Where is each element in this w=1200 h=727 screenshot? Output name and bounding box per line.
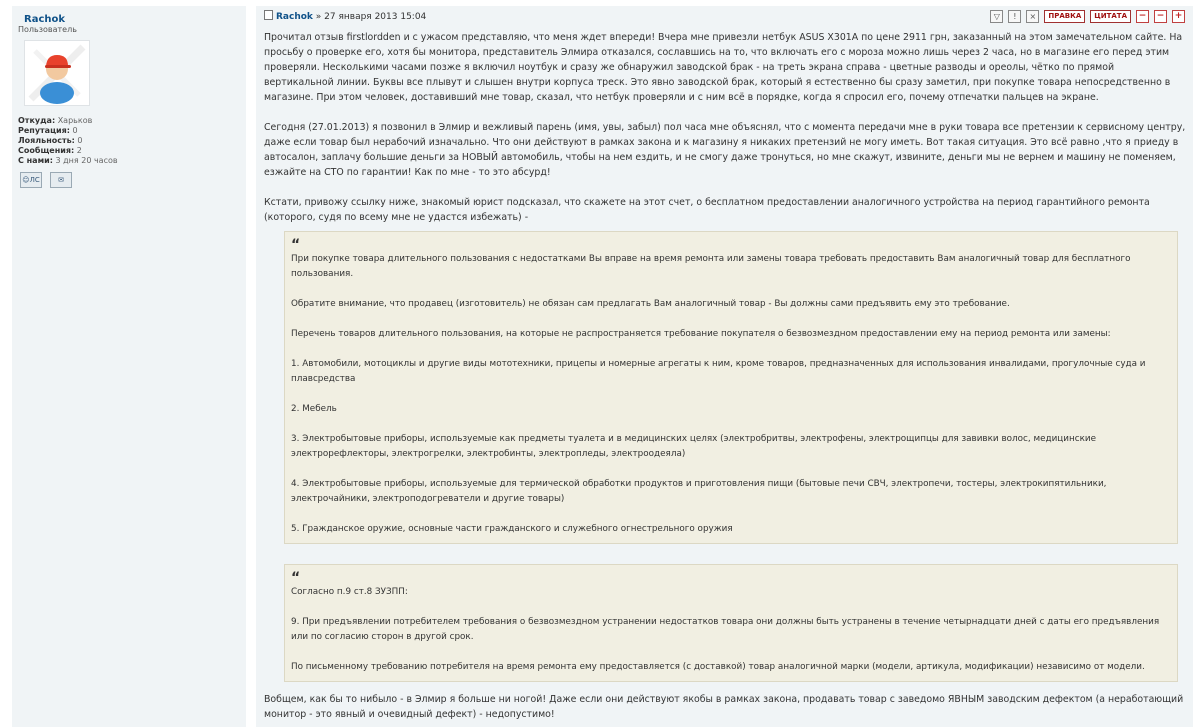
contact-icons	[20, 172, 72, 188]
post-paragraph: Кстати, привожу ссылку ниже, знакомый юрист подсказал, что скажете на этот счет, о бесплатном предоставлении аналогичного устройства на период гарантийного ремонта (которого, судя по всему мне не удастся избежать) -	[264, 197, 1150, 223]
post-toolbar	[990, 10, 1185, 23]
warning-icon: !	[1013, 12, 1017, 21]
close-icon: ×	[1029, 12, 1037, 21]
pm-user-icon: ☺	[22, 176, 30, 184]
post-header	[264, 10, 426, 22]
quote-mark-icon: “	[291, 570, 301, 586]
post-body-panel	[256, 6, 1193, 727]
rate-post-button[interactable]	[990, 10, 1003, 23]
quote-line: Обратите внимание, что продавец (изготовитель) не обязан сам предлагать Вам аналогичный товар - Вы должны сами предъявить ему это требование.	[291, 299, 1010, 309]
post-date: » 27 января 2013 15:04	[315, 12, 427, 22]
stat-row: Сообщения: 2	[18, 146, 82, 155]
reputation-plus-button[interactable]	[1172, 10, 1185, 23]
stat-row: Репутация: 0	[18, 126, 78, 135]
stat-row: Откуда: Харьков	[18, 116, 93, 125]
envelope-icon: ✉	[58, 176, 64, 184]
user-profile-panel	[12, 6, 246, 727]
post-closing: Вобщем, как бы то нибыло - в Элмир я больше ни ногой! Даже если они действуют якобы в рамках закона, продавать товар с заведомо ЯВНЫМ заводским дефектом (а неработающий монитор - это явный и очевидный дефект) - недопустимо!	[264, 694, 1184, 720]
quote-block	[284, 564, 1178, 682]
stat-row: С нами: 3 дня 20 часов	[18, 156, 118, 165]
stat-row: Лояльность: 0	[18, 136, 83, 145]
quote-line: 2. Мебель	[291, 404, 337, 414]
user-stats	[18, 116, 118, 166]
quote-line: По письменному требованию потребителя на время ремонта ему предоставляется (с доставкой) товар аналогичной марки (модели, артикула, модификации) независимо от модели.	[291, 662, 1145, 672]
delete-post-button[interactable]	[1026, 10, 1039, 23]
quote-line: 3. Электробытовые приборы, используемые как предметы туалета и в медицинских целях (электробритвы, электрофены, электрощипцы для завивки волос, медицинские электрорефлекторы, электрогрелки, электробинты, электропледы, электроодеяла)	[291, 434, 1097, 459]
edit-post-button[interactable]: ПРАВКА	[1044, 10, 1085, 23]
post-content	[264, 30, 1186, 722]
plus-icon: +	[1174, 11, 1183, 21]
reputation-minus-button[interactable]	[1154, 10, 1167, 23]
quote-line: 9. При предъявлении потребителем требования о безвозмездном устранении недостатков товара они должны быть устранены в течение четырнадцати дней с даты его предъявления или по согласию сторон в другой срок.	[291, 617, 1160, 642]
minimize-post-button[interactable]	[1136, 10, 1149, 23]
quote-line: Перечень товаров длительного пользования, на которые не распространяется требование покупателя о безвозмездном предоставлении ему на период ремонта или замены:	[291, 329, 1111, 339]
email-button[interactable]	[50, 172, 72, 188]
private-message-button[interactable]: ☺ ЛС	[20, 172, 42, 188]
quote-line: 5. Гражданское оружие, основные части гражданского и служебного огнестрельного оружия	[291, 524, 733, 534]
thumb-icon: ▽	[993, 12, 1000, 21]
quote-post-button[interactable]: ЦИТАТА	[1090, 10, 1131, 23]
avatar[interactable]	[24, 40, 90, 106]
user-avatar-icon	[25, 41, 89, 105]
quote-line: 1. Автомобили, мотоциклы и другие виды мототехники, прицепы и номерные агрегаты к ним, кроме товаров, предназначенных для использования инвалидами, прогулочные суда и плавсредства	[291, 359, 1146, 384]
quote-line: Согласно п.9 ст.8 ЗУЗПП:	[291, 587, 408, 597]
post-paragraph: Прочитал отзыв firstlordden и с ужасом представляю, что меня ждет впереди! Вчера мне привезли нетбук ASUS X301A по цене 2911 грн, заказанный на этом замечательном сайте. На просьбу о проверке его, хотя бы монитора, представитель Элмира отказался, сославшись на то, что включать его с мороза можно лишь через 2 часа, но в магазине его перед этим проверяли. Несколькими часами позже я включил ноутбук и сразу же обнаружил заводской брак - на треть экрана справа - цветные разводы и ореолы, чётко по прямой вертикальной линии. Буквы все плывут и слышен внутри корпуса треск. Это явно заводской брак, который я естественно бы сразу заметил, при покупке товара непосредственно в магазине. При этом человек, доставивший мне товар, сказал, что нетбук проверяли и с ним всё в порядке, когда я спросил его, почему отпечатки пальцев на экране.	[264, 32, 1183, 103]
minus-icon: −	[1138, 11, 1147, 21]
quote-line: При покупке товара длительного пользования с недостатками Вы вправе на время ремонта или замены товара требовать предоставить Вам аналогичный товар для бесплатного пользования.	[291, 254, 1131, 279]
quote-mark-icon: “	[291, 237, 301, 253]
post-author-link[interactable]: Rachok	[276, 12, 313, 22]
report-post-button[interactable]	[1008, 10, 1021, 23]
quote-line: 4. Электробытовые приборы, используемые для термической обработки продуктов и приготовления пищи (бытовые печи СВЧ, электропечи, тостеры, электрокипятильники, электрочайники, электроподогреватели и другие товары)	[291, 479, 1107, 504]
quote-block	[284, 231, 1178, 544]
minus-icon: −	[1156, 11, 1165, 21]
post-doc-icon	[264, 10, 273, 20]
post-paragraph: Сегодня (27.01.2013) я позвонил в Элмир и вежливый парень (имя, увы, забыл) пол часа мне объяснял, что с момента передачи мне в руки товара все претензии к сервисному центру, даже если товар был нерабочий изначально. Что они действуют в рамках закона и к магазину я никаких претензий не могу иметь. Вот такая ситуация. Это всё равно ,что я приеду в автосалон, заплачу большие деньги за НОВЫЙ автомобиль, чтобы на нем ездить, и не смогу даже тронуться, но мне скажут, извините, деньги мы не вернем и машину не поменяем, езжайте на СТО по гарантии! Как по мне - то это абсурд!	[264, 122, 1186, 178]
user-rank: Пользователь	[18, 25, 77, 34]
user-name-link[interactable]: Rachok	[24, 14, 66, 25]
